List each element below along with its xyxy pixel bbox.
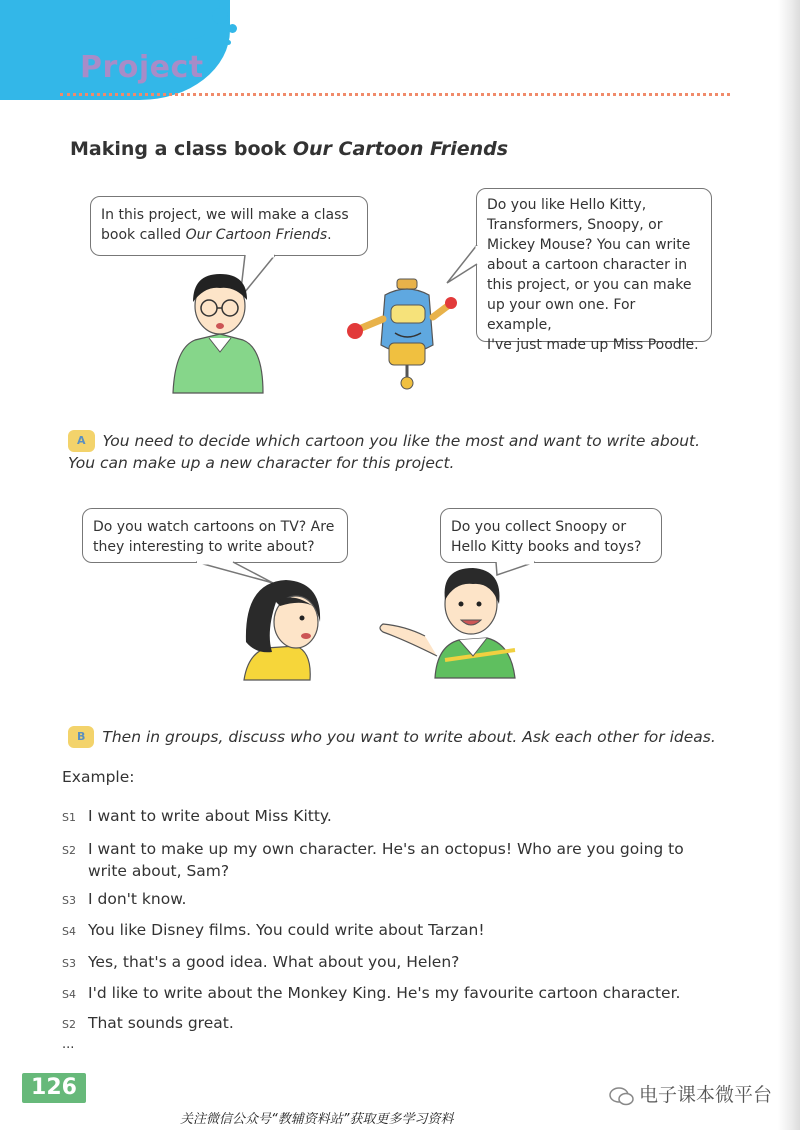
girl-bubble-line: Do you watch cartoons on TV? Are [93,519,335,535]
speaker-label: S4 [62,988,76,1001]
robot-bubble-line: this project, or you can make [487,277,692,293]
dialogue-text: I want to make up my own character. He's an octopus! Who are you going to [88,840,684,858]
header-dot [212,8,228,24]
wechat-icon [609,1086,635,1106]
teacher-bubble-line1: In this project, we will make a class [101,207,349,223]
robot-bubble-line: about a cartoon character in [487,257,688,273]
dialogue-text: I'd like to write about the Monkey King. He's my favourite cartoon character. [88,984,681,1002]
section-b-badge: B [68,726,94,748]
header-dot [228,24,237,33]
dialogue-line [62,1012,234,1036]
title-main: Making a class book [70,138,293,160]
watermark-text: 电子课本微平台 [638,1084,772,1106]
dialogue-text: That sounds great. [88,1014,234,1032]
dialogue-text: I want to write about Miss Kitty. [88,807,332,825]
title-italic: Our Cartoon Friends [292,138,509,160]
speaker-label: S4 [62,925,76,938]
dialogue-text: I don't know. [88,890,187,908]
section-a-line1: A You need to decide which cartoon you like the most and want to write about. [68,430,700,454]
section-a-line2: You can make up a new character for this project. [68,454,455,472]
header-title: Project [80,50,204,85]
boy-bubble-line: Hello Kitty books and toys? [451,539,642,555]
section-b-line: B Then in groups, discuss who you want to write about. Ask each other for ideas. [68,726,716,750]
girl-illustration [236,572,336,682]
boy-speech-bubble [440,508,662,563]
dialogue-text: write about, Sam? [88,862,230,880]
robot-speech-bubble [476,188,712,353]
speaker-label: S3 [62,957,76,970]
dialogue-line [62,919,485,943]
robot-bubble-line: I've just made up Miss Poodle. [487,337,699,353]
robot-illustration [345,275,465,390]
dialogue-text: You like Disney films. You could write about Tarzan! [88,921,485,939]
page-title [70,138,508,160]
robot-bubble-line: Mickey Mouse? You can write [487,237,691,253]
page-number: 126 [22,1073,86,1103]
speaker-label: S1 [62,811,76,824]
example-label: Example: [62,768,135,786]
speaker-label: S3 [62,894,76,907]
boy-bubble-line: Do you collect Snoopy or [451,519,627,535]
girl-speech-bubble [82,508,348,563]
header-dot [226,40,231,45]
dialogue-line [62,951,459,975]
dialogue-line-continued [88,860,229,882]
girl-bubble-line: they interesting to write about? [93,539,315,555]
speaker-label: S2 [62,844,76,857]
watermark [609,1080,772,1107]
teacher-illustration [165,268,275,398]
speaker-label: S2 [62,1018,76,1031]
footer-note: 关注微信公众号“教辅资料站”获取更多学习资料 [180,1112,454,1127]
dialogue-text: Yes, that's a good idea. What about you, Helen? [88,953,460,971]
robot-bubble-line: Transformers, Snoopy, or [487,217,663,233]
boy-illustration [375,560,535,680]
page-edge-shadow [778,0,800,1130]
dialogue-line [62,982,680,1006]
dialogue-line [62,888,186,912]
robot-bubble-line: up your own one. For example, [487,297,636,333]
dialogue-line [62,838,684,862]
teacher-bubble-line2: book called Our Cartoon Friends. [101,227,332,243]
teacher-speech-bubble [90,196,368,256]
robot-bubble-line: Do you like Hello Kitty, [487,197,647,213]
ellipsis: ... [62,1037,75,1052]
section-a-badge: A [68,430,95,452]
dialogue-line [62,805,332,829]
header-dotted-rule [60,93,730,96]
